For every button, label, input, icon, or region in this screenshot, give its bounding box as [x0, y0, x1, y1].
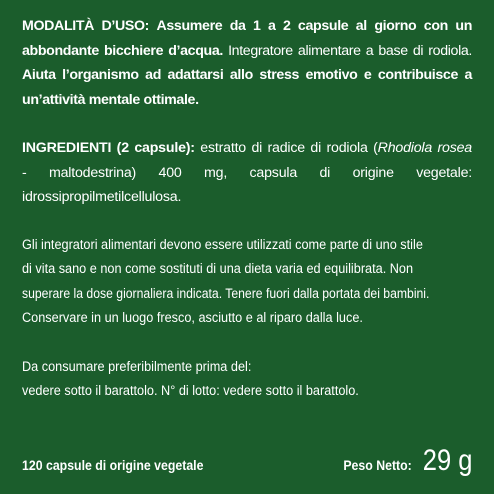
ingredients-text-after: - maltodestrina) 400 mg, capsula di origine vegetale: idrossipropilmetilcellulosa.	[22, 164, 472, 205]
capsule-count: 120 capsule di origine vegetale	[22, 457, 204, 473]
ingredients-paragraph	[22, 136, 472, 210]
spacer	[22, 112, 472, 136]
net-weight	[334, 444, 472, 478]
usage-instruction: Assumere da 1 a 2 capsule al giorno con un abbondante bicchiere d’acqua.	[22, 18, 473, 59]
warning-line: superare la dose giornaliera indicata. Tenere fuori dalla portata dei bambini.	[22, 285, 430, 302]
expiry-line: Da consumare preferibilmente prima del:	[22, 358, 252, 375]
net-weight-value: 29 g	[422, 444, 472, 477]
ingredients-text-before: estratto di radice di rodiola (	[200, 140, 378, 156]
usage-label: MODALITÀ D’USO:	[22, 18, 150, 34]
benefit-claim: Aiuta l’organismo ad adattarsi allo stress emotivo e contribuisce a un’attività mentale ottimale.	[22, 67, 472, 108]
supplement-description: Integratore alimentare a base di rodiola.	[228, 42, 473, 59]
usage-paragraph	[22, 14, 472, 112]
warning-line: Gli integratori alimentari devono essere utilizzati come parte di uno stile	[22, 236, 423, 253]
footer	[22, 444, 472, 484]
expiry-block	[22, 355, 472, 404]
expiry-line: vedere sotto il barattolo. N° di lotto: vedere sotto il barattolo.	[22, 383, 359, 399]
ingredients-latin-name: Rhodiola rosea	[377, 140, 472, 156]
warning-line: di vita sano e non come sostituti di una dieta varia ed equilibrata. Non	[22, 261, 414, 277]
spacer	[22, 210, 472, 233]
spacer	[22, 331, 472, 355]
warnings-block	[22, 233, 472, 331]
ingredients-label: INGREDIENTI (2 capsule):	[22, 140, 195, 156]
warning-line: Conservare in un luogo fresco, asciutto e al riparo dalla luce.	[22, 310, 363, 326]
net-weight-label: Peso Netto:	[343, 457, 412, 473]
